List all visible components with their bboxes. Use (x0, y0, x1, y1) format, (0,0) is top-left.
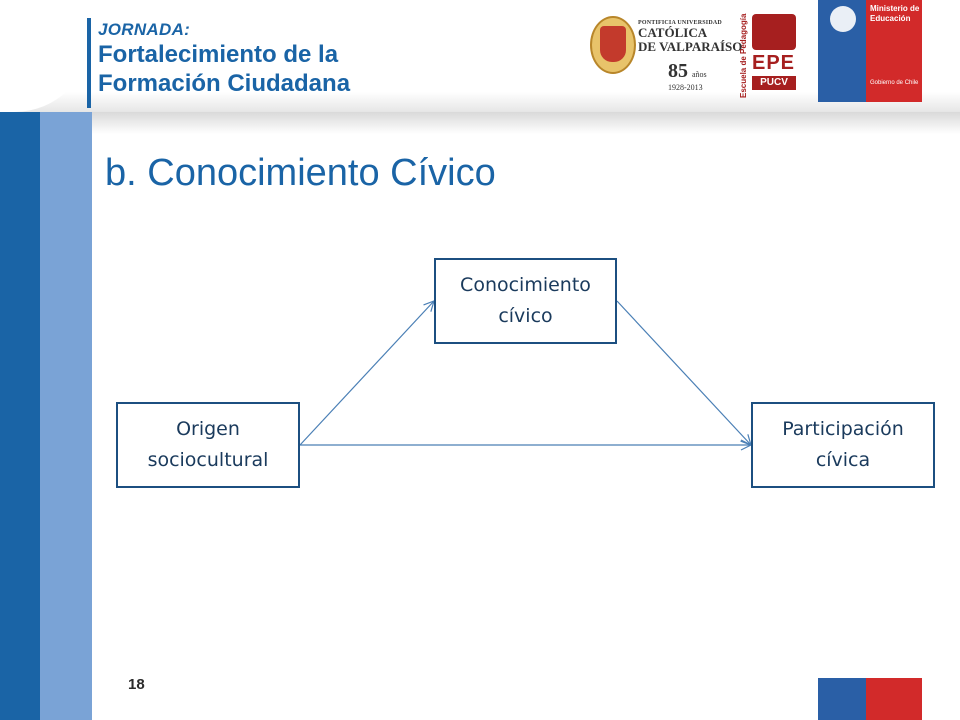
node-civic-participation: Participación cívica (751, 402, 935, 488)
page-number: 18 (128, 676, 145, 693)
pucv-years-range: 1928-2013 (668, 83, 703, 92)
pucv-line2: DE VALPARAÍSO (638, 39, 743, 54)
pucv-anniversary-number: 85 (668, 60, 688, 82)
pucv-years-word: años (692, 70, 707, 79)
footer-blue-block (818, 678, 866, 720)
pucv-line1: CATÓLICA (638, 25, 708, 40)
arrow-knowledge-to-participation (617, 301, 751, 445)
ministry-title-line2: Educación (870, 14, 911, 23)
event-label: JORNADA: (98, 20, 191, 39)
event-title-line2: Formación Ciudadana (98, 70, 351, 97)
pucv-line-small: PONTIFICIA UNIVERSIDAD (638, 20, 722, 26)
epe-sub: PUCV (752, 76, 796, 90)
ministry-gov-label: Gobierno de Chile (870, 80, 919, 86)
footer-red-block (866, 678, 922, 720)
event-title-line1: Fortalecimiento de la (98, 41, 339, 68)
ministry-title-line1: Ministerio de (870, 4, 920, 13)
node-sociocultural-origin: Origen sociocultural (116, 402, 300, 488)
epe-name: EPE (752, 52, 796, 74)
arrow-origin-to-knowledge (300, 301, 434, 445)
node-civic-knowledge: Conocimiento cívico (434, 258, 617, 344)
epe-vertical-text: Escuela de Pedagogía (739, 13, 748, 98)
slide-title: b. Conocimiento Cívico (105, 152, 496, 194)
